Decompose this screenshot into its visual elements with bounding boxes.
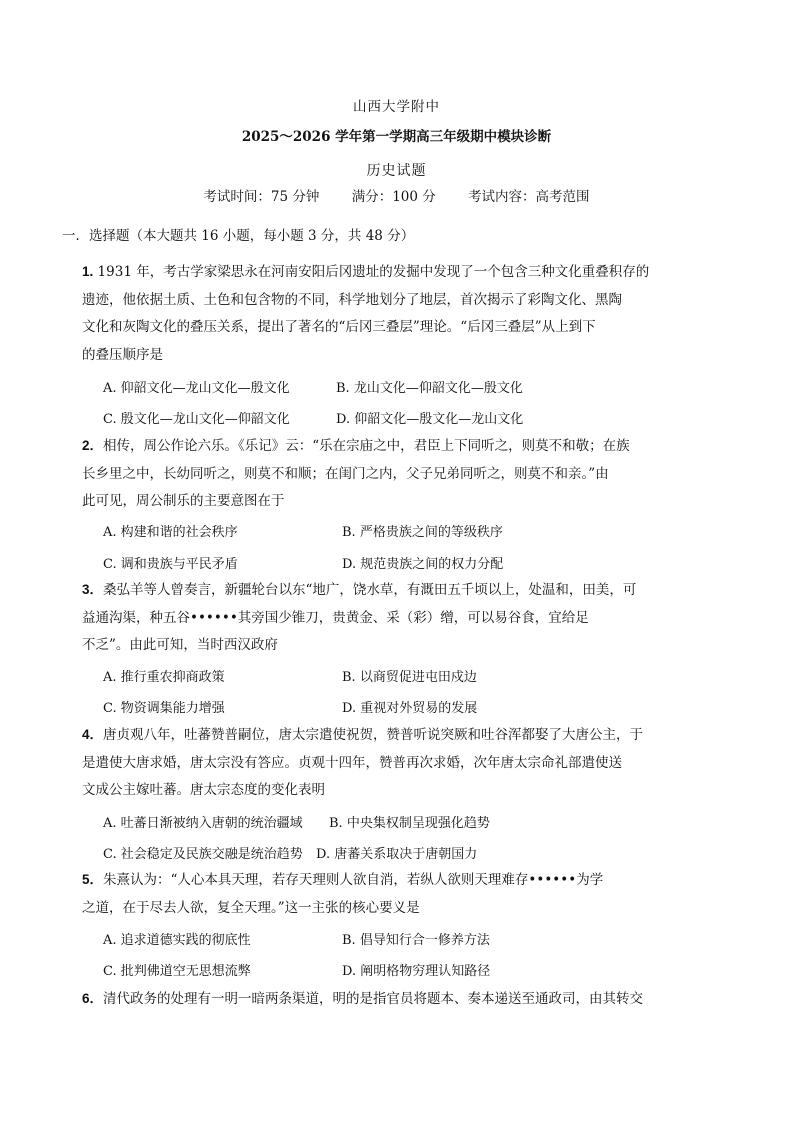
option-d[interactable]: D. 阐明格物穷理认知路径 (342, 964, 491, 979)
option-c[interactable]: C. 殷文化—龙山文化—仰韶文化 (103, 412, 290, 427)
question-text-line: 唐贞观八年，吐蕃赞普嗣位，唐太宗遣使祝贺，赞普听说突厥和吐谷浑都娶了大唐公主，于 (103, 727, 644, 743)
section-title: 一．选择题（本大题共 16 小题，每小题 3 分，共 48 分） (62, 228, 415, 244)
question-1 (82, 258, 672, 369)
option-c[interactable]: C. 批判佛道空无思想流弊 (103, 964, 251, 979)
question-2 (82, 432, 672, 516)
question-text-line: 相传，周公作论六乐。《乐记》云：“乐在宗庙之中，君臣上下同听之，则莫不和敬；在族 (103, 438, 630, 454)
question-text-line: 文化和灰陶文化的叠压关系，提出了著名的“后冈三叠层”理论。“后冈三叠层”从上到下 (82, 319, 596, 336)
option-b[interactable]: B. 以商贸促进屯田戍边 (342, 670, 477, 685)
option-d[interactable]: D. 唐蕃关系取决于唐朝国力 (316, 847, 478, 862)
option-a[interactable]: A. 构建和谐的社会秩序 (103, 525, 238, 540)
option-b[interactable]: B. 倡导知行合一修养方法 (342, 933, 490, 948)
option-d[interactable]: D. 仰韶文化—殷文化—龙山文化 (336, 412, 524, 427)
question-number: 4． (82, 727, 104, 742)
question-text-line: 此可见，周公制乐的主要意图在于 (82, 493, 285, 510)
question-6 (82, 985, 672, 1014)
question-text-line: 朱熹认为：“人心本具天理，若存天理则人欲自消，若纵人欲则天理难存••••••为学 (103, 872, 604, 888)
option-a[interactable]: A. 仰韶文化—龙山文化—殷文化 (103, 381, 290, 396)
exam-score: 满分：100 分 (351, 189, 436, 205)
question-text-line: 的叠压顺序是 (82, 346, 163, 363)
question-text-line: 清代政务的处理有一明一暗两条渠道，明的是指官员将题本、奏本递送至通政司，由其转交 (103, 991, 644, 1007)
option-c[interactable]: C. 社会稳定及民族交融是统治趋势 (103, 847, 303, 862)
question-number: 5． (82, 872, 104, 887)
option-a[interactable]: A. 追求道德实践的彻底性 (103, 933, 251, 948)
question-text-line: 不乏”。由此可知，当时西汉政府 (82, 637, 278, 654)
question-text-line: 遗迹，他依据土质、土色和包含物的不同，科学地划分了地层，首次揭示了彩陶文化、黑陶 (82, 291, 622, 308)
exam-time: 考试时间：75 分钟 (203, 189, 320, 205)
option-a[interactable]: A. 吐蕃日渐被纳入唐朝的统治疆域 (103, 816, 303, 831)
question-text-line: 是遣使大唐求婚，唐太宗没有答应。贞观十四年，赞普再次求婚，次年唐太宗命礼部遣使送 (82, 754, 622, 771)
question-number: 1. (82, 264, 94, 279)
question-number: 2． (82, 438, 104, 453)
option-a[interactable]: A. 推行重农抑商政策 (103, 670, 225, 685)
option-c[interactable]: C. 调和贵族与平民矛盾 (103, 557, 238, 572)
option-b[interactable]: B. 严格贵族之间的等级秩序 (342, 525, 503, 540)
question-text-line: 桑弘羊等人曾奏言，新疆轮台以东“地广，饶水草，有溉田五千顷以上，处温和，田美，可 (103, 582, 637, 598)
question-text-line: 之道，在于尽去人欲，复全天理。”这一主张的核心要义是 (82, 899, 420, 916)
question-5 (82, 866, 672, 922)
school-name: 山西大学附中 (353, 99, 440, 115)
question-text-line: 益通沟渠，种五谷••••••其旁国少锥刀，贵黄金、采（彩）缯，可以易谷食，宜给足 (82, 609, 589, 626)
question-number: 6． (82, 991, 104, 1006)
question-text-line: 文成公主嫁吐蕃。唐太宗态度的变化表明 (82, 782, 325, 799)
option-d[interactable]: D. 规范贵族之间的权力分配 (342, 557, 504, 572)
exam-meta (0, 185, 793, 205)
option-b[interactable]: B. 中央集权制呈现强化趋势 (329, 816, 490, 831)
question-text-line: 长乡里之中，长幼同听之，则莫不和顺；在闺门之内，父子兄弟同听之，则莫不和亲。”由 (82, 465, 609, 482)
question-number: 3． (82, 582, 104, 597)
exam-title: 2025～2026 学年第一学期高三年级期中模块诊断 (241, 129, 552, 145)
option-b[interactable]: B. 龙山文化—仰韶文化—殷文化 (336, 381, 523, 396)
question-4 (82, 721, 672, 805)
option-c[interactable]: C. 物资调集能力增强 (103, 701, 225, 716)
question-text-line: 1931 年，考古学家梁思永在河南安阳后冈遗址的发掘中发现了一个包含三种文化重叠积存的 (93, 264, 650, 280)
option-d[interactable]: D. 重视对外贸易的发展 (342, 701, 478, 716)
question-3 (82, 576, 672, 660)
subject-title: 历史试题 (366, 163, 427, 179)
exam-scope: 考试内容：高考范围 (468, 189, 590, 205)
